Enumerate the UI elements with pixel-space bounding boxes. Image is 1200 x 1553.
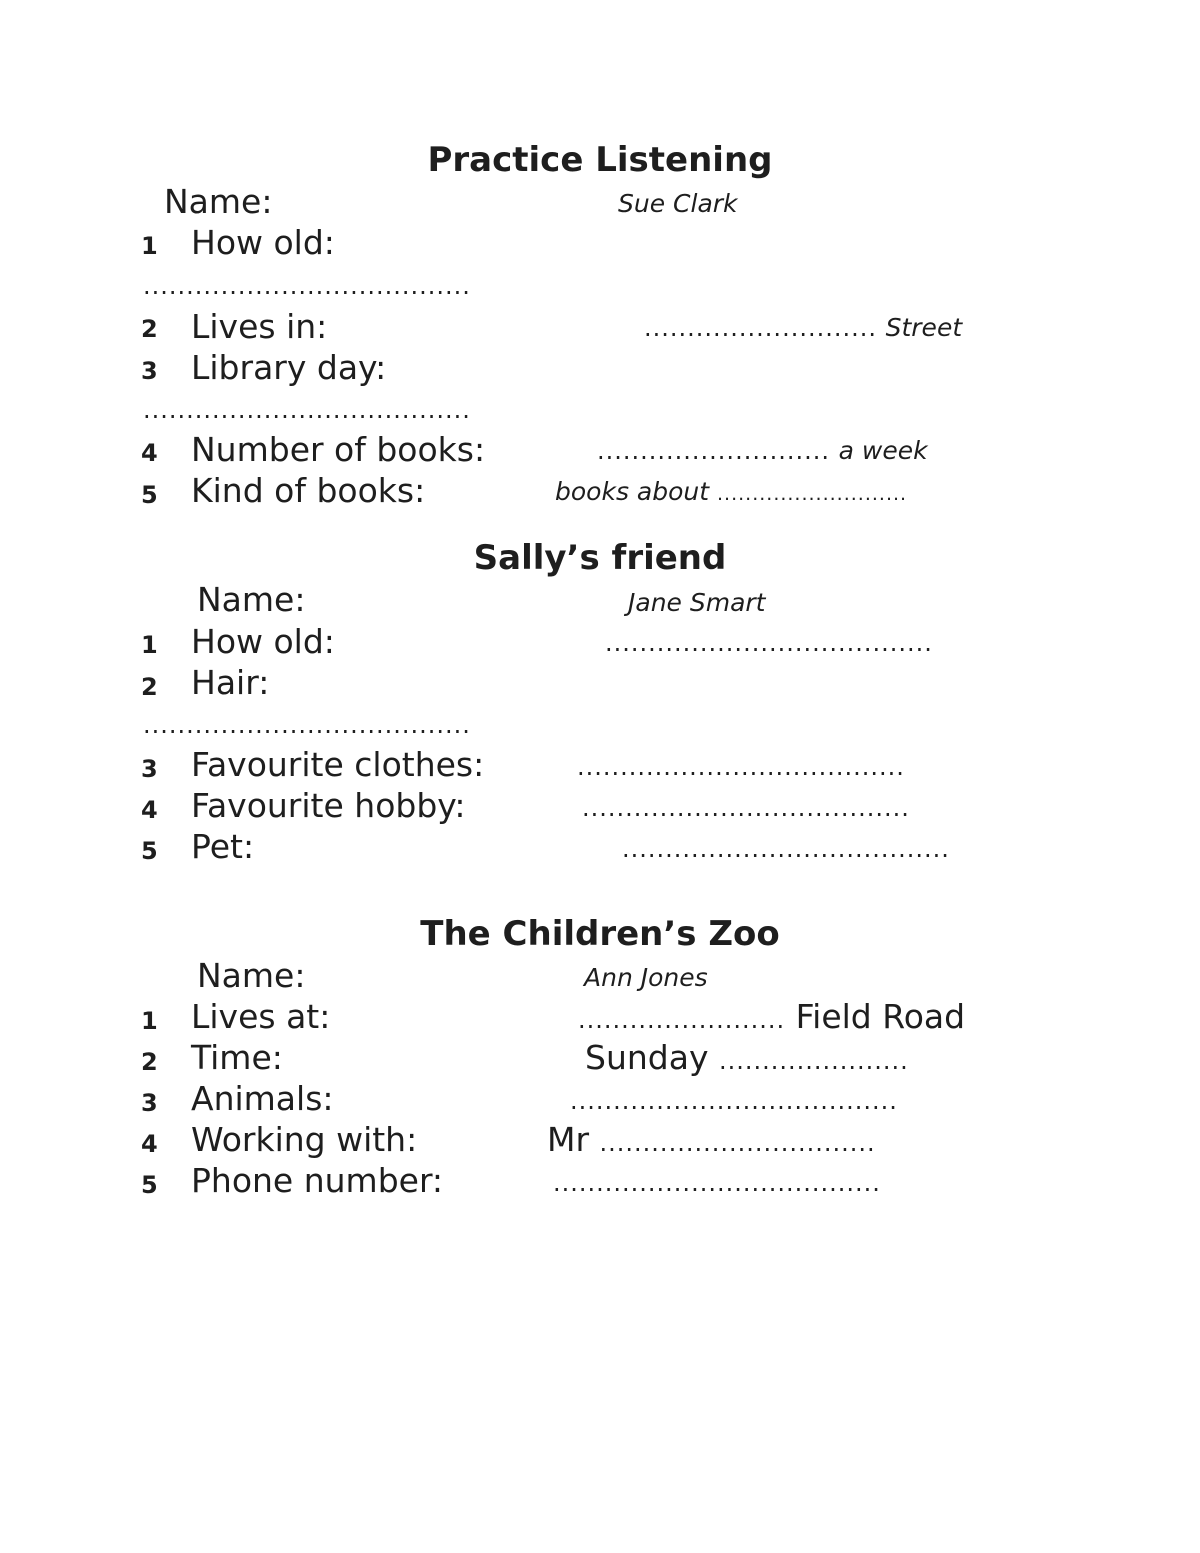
item-number: 2 <box>141 315 158 343</box>
section-title-childrens-zoo: The Children’s Zoo <box>420 914 780 954</box>
item-label: Hair: <box>191 663 270 702</box>
answer-blank[interactable]: ...................................... <box>622 835 950 863</box>
name-value: Ann Jones <box>584 963 708 992</box>
answer-prefix: books about <box>555 477 717 506</box>
answer-line <box>585 1038 909 1077</box>
item-label: Pet: <box>191 827 255 866</box>
item-number: 1 <box>141 631 158 659</box>
answer-blank[interactable]: ........................... <box>717 483 908 505</box>
answer-blank[interactable]: ...................................... <box>143 711 471 739</box>
answer-line <box>578 997 965 1036</box>
name-label: Name: <box>164 182 273 221</box>
item-number: 4 <box>141 796 158 824</box>
item-label: Kind of books: <box>191 471 426 510</box>
answer-line <box>597 436 928 465</box>
item-label: Favourite hobby: <box>191 786 466 825</box>
item-number: 5 <box>141 1171 158 1199</box>
item-label: Time: <box>191 1038 283 1077</box>
item-number: 4 <box>141 1130 158 1158</box>
section-title-practice-listening: Practice Listening <box>427 140 773 180</box>
answer-blank[interactable]: ...................................... <box>143 272 471 300</box>
name-value: Sue Clark <box>618 189 738 218</box>
item-number: 1 <box>141 1007 158 1035</box>
answer-blank[interactable]: ...................................... <box>143 396 471 424</box>
item-label: Library day: <box>191 348 387 387</box>
answer-line <box>555 477 907 506</box>
answer-blank[interactable]: ...................................... <box>582 794 910 822</box>
answer-suffix: a week <box>838 436 928 465</box>
item-label: Favourite clothes: <box>191 745 485 784</box>
item-label: Animals: <box>191 1079 334 1118</box>
answer-line <box>644 313 962 342</box>
answer-blank[interactable]: ...................................... <box>570 1087 898 1115</box>
section-title-sallys-friend: Sally’s friend <box>473 538 727 578</box>
answer-suffix: Street <box>885 313 963 342</box>
answer-blank[interactable]: ................................ <box>599 1129 876 1157</box>
answer-prefix: Sunday <box>585 1038 719 1077</box>
item-label: Phone number: <box>191 1161 444 1200</box>
item-number: 3 <box>141 357 158 385</box>
item-number: 5 <box>141 837 158 865</box>
item-label: Lives in: <box>191 307 328 346</box>
item-label: Working with: <box>191 1120 418 1159</box>
item-number: 5 <box>141 481 158 509</box>
item-number: 4 <box>141 439 158 467</box>
answer-blank[interactable]: ........................... <box>597 437 839 465</box>
item-number: 2 <box>141 1048 158 1076</box>
item-label: How old: <box>191 622 335 661</box>
answer-blank[interactable]: ...................................... <box>605 629 933 657</box>
item-label: Number of books: <box>191 430 486 469</box>
answer-blank[interactable]: ...................................... <box>577 753 905 781</box>
answer-blank[interactable]: ........................ <box>578 1006 786 1034</box>
item-label: Lives at: <box>191 997 331 1036</box>
name-label: Name: <box>197 580 306 619</box>
answer-blank[interactable]: ...................... <box>718 1047 909 1075</box>
answer-line <box>547 1120 876 1159</box>
item-number: 3 <box>141 1089 158 1117</box>
item-number: 3 <box>141 755 158 783</box>
answer-prefix: Mr <box>547 1120 600 1159</box>
answer-suffix: Field Road <box>785 997 966 1036</box>
name-label: Name: <box>197 956 306 995</box>
answer-blank[interactable]: ........................... <box>644 314 886 342</box>
item-label: How old: <box>191 223 335 262</box>
item-number: 2 <box>141 673 158 701</box>
item-number: 1 <box>141 232 158 260</box>
name-value: Jane Smart <box>628 588 766 617</box>
answer-blank[interactable]: ...................................... <box>553 1169 881 1197</box>
